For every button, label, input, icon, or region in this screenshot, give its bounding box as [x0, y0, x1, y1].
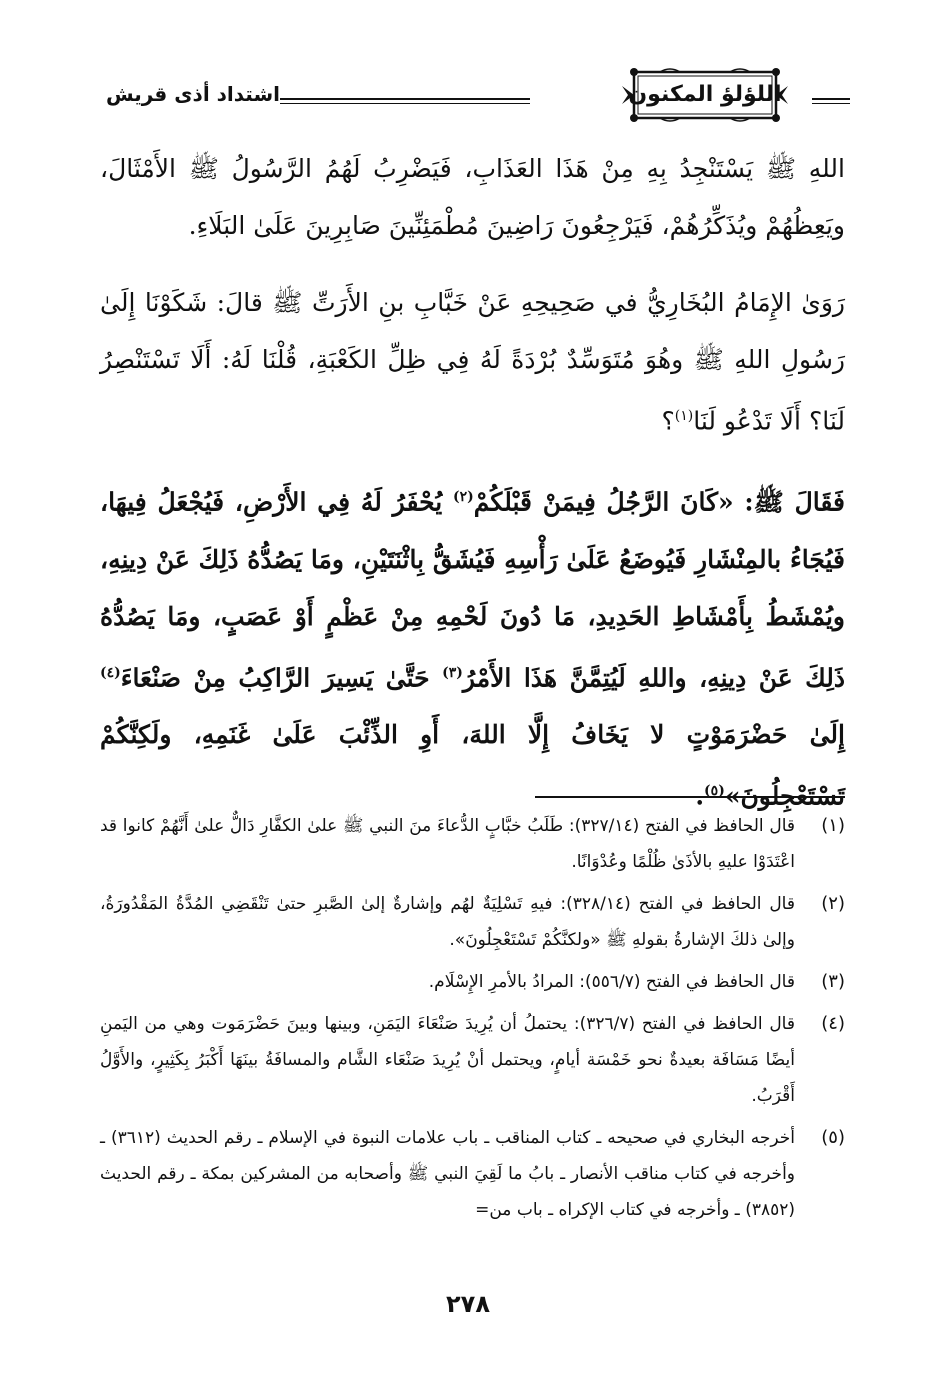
- paragraph-3-hadith: فَقَالَ ﷺ: «كَانَ الرَّجُلُ فِيمَنْ قَبْلَكُمْ$^{(٢)}$ يُحْفَرُ لَهُ فِي الأَرْضِ، فَيُجْعَلُ فِيهَا، فَيُجَاءُ بالمِنْشَارِ فَيُوضَعُ عَلَىٰ رَأْسِهِ فَيُشَقُّ بِاثْنَتَيْنِ، ومَا يَصُدُّهُ ذَلِكَ عَنْ دِينِهِ، ويُمْشَطُ بِأَمْشَاطِ الحَدِيدِ، مَا دُونَ لَحْمِهِ مِنْ عَظْمٍ أَوْ عَصَبٍ، ومَا يَصُدُّهُ ذَلِكَ عَنْ دِينِهِ، واللهِ لَيُتِمَّنَّ هَذَا الأَمْرُ$^{(٣)}$ حَتَّىٰ يَسِيرَ الرَّاكِبُ مِنْ صَنْعَاءَ$^{(٤)}$ إِلَىٰ حَضْرَمَوْتٍ لا يَخَافُ إِلَّا اللهَ، أَوِ الذِّئْبَ عَلَىٰ غَنَمِهِ، ولَكِنَّكُمْ تَسْتَعْجِلُونَ»$^{(٥)}$.: [100, 487, 845, 811]
- footnote-ref-3[interactable]: (٣): [442, 664, 463, 681]
- paragraph-2: رَوَىٰ الإِمَامُ البُخَارِيُّ في صَحِيحِهِ عَنْ خَبَّابِ بنِ الأَرَتِّ ﷺ قالَ: شَكَوْنَا إِلَىٰ رَسُولِ اللهِ ﷺ وهُوَ مُتَوَسِّدٌ بُرْدَةً لَهُ فِي ظِلِّ الكَعْبَةِ، قُلْنَا لَهُ: أَلَا تَسْتَنْصِرُ لَنَا؟ أَلَا تَدْعُو لَنَا$^{(١)}$؟: [100, 288, 845, 436]
- footnote-2: [100, 886, 845, 958]
- footnote-number: (٤): [821, 1013, 845, 1034]
- footnote-separator: [535, 796, 845, 798]
- page-header: [100, 58, 855, 136]
- paragraph-1: اللهِ ﷺ يَسْتَنْجِدُ بِهِ مِنْ هَذَا العَذَابِ، فَيَضْرِبُ لَهُمُ الرَّسُولُ ﷺ الأَمْثَالَ، ويَعِظُهُمْ ويُذَكِّرُهُمْ، فَيَرْجِعُونَ رَاضِينَ مُطْمَئِنِّينَ صَابِرِينَ عَلَىٰ البَلَاءِ.: [100, 154, 845, 240]
- footnote-3: [100, 964, 845, 1000]
- page-number: ٢٧٨: [446, 1290, 490, 1318]
- footnote-text: قال الحافظ في الفتح (٣٢٧/١٤): طَلَبُ خبَّابٍ الدُّعاءَ منَ النبي ﷺ علىٰ الكفَّارِ دَالٌّ علىٰ أَنَّهُمْ كانوا قد اعْتَدَوْا عليهِ بالأذَىٰ ظُلْمًا وعُدْوَانًا.: [100, 816, 795, 872]
- book-title: اللؤلؤ المكنون: [628, 82, 782, 107]
- footnote-ref-2[interactable]: (٢): [453, 489, 474, 506]
- footnote-text: قال الحافظ في الفتح (٥٥٦/٧): المرادُ بالأمرِ الإِسْلَام.: [428, 972, 795, 992]
- footnote-4: [100, 1006, 845, 1114]
- footnote-number: (٣): [821, 971, 845, 992]
- footnote-number: (٥): [821, 1127, 845, 1148]
- book-title-cartouche: [620, 66, 790, 124]
- main-text: [100, 140, 845, 824]
- footnote-5: [100, 1120, 845, 1228]
- footnote-ref-5[interactable]: (٥): [704, 782, 725, 799]
- footnote-text: قال الحافظ في الفتح (٣٢٦/٧): يحتملُ أن يُرِيدَ صَنْعَاءَ اليَمَنِ، وبينها وبينَ حَضْرَمَوت وهي من اليَمنِ أيضًا مَسَافَة بعيدةٌ نحو خَمْسَة أيامٍ، ويحتمل أنْ يُرِيدَ صَنْعَاء الشَّام والمسافَةُ بينَهَا أَكْبَرُ بِكَثِيرٍ، والأَوَّلُ أَقْرَبُ.: [100, 1014, 795, 1106]
- footnote-number: (٢): [821, 893, 845, 914]
- footnote-text: قال الحافظ في الفتح (٣٢٨/١٤): فيهِ تَسْلِيَةٌ لهُم وإشارةٌ إلىٰ الصَّبرِ حتىٰ تَنْقَضِي المُدَّةُ المَقْدُورَةُ، وإلىٰ ذلكَ الإشارةُ بقولهِ ﷺ «ولكنَّكُمْ تَسْتَعْجِلُونَ».: [100, 894, 795, 950]
- header-rule-left: [280, 98, 530, 104]
- footnote-ref-4[interactable]: (٤): [100, 664, 121, 681]
- footnote-ref-1[interactable]: (١): [674, 408, 694, 424]
- footnote-number: (١): [821, 815, 845, 836]
- header-rule-right: [812, 98, 850, 104]
- footnotes: [100, 808, 845, 1234]
- footnote-text: أخرجه البخاري في صحيحه ـ كتاب المناقب ـ باب علامات النبوة في الإسلام ـ رقم الحديث (٣٦١٢) ـ وأخرجه في كتاب مناقب الأنصار ـ بابُ ما لَقِيَ النبي ﷺ وأصحابه من المشركين بمكة ـ رقم الحديث (٣٨٥٢) ـ وأخرجه في كتاب الإكراه ـ باب من=: [100, 1128, 795, 1220]
- section-title: اشتداد أذى قريش: [105, 82, 280, 106]
- footnote-1: [100, 808, 845, 880]
